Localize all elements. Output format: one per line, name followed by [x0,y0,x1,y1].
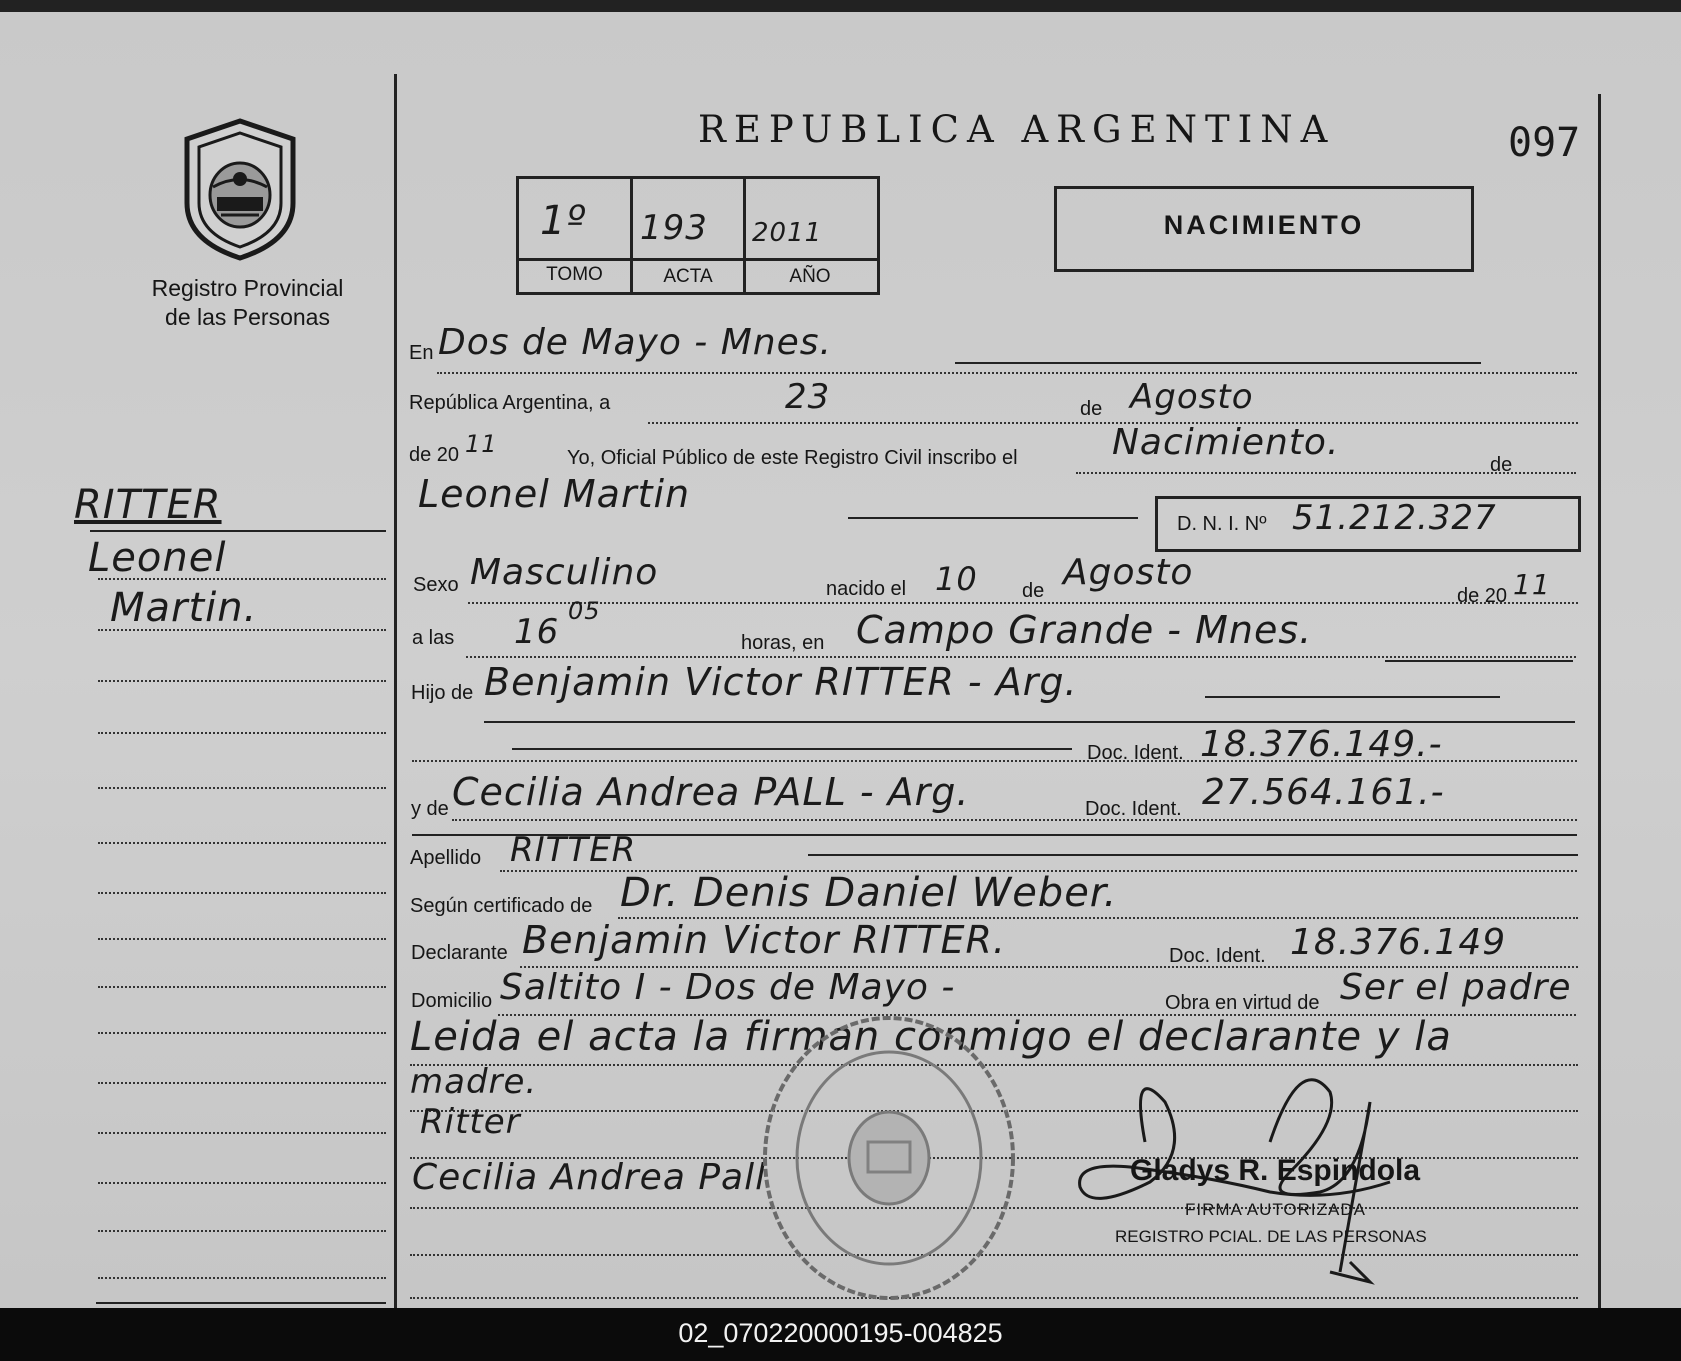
obra-value: Ser el padre [1340,967,1572,1008]
dni-label: D. N. I. Nº [1177,513,1267,535]
year-prefix-2: de 20 [1457,585,1508,607]
margin-dotted-line [98,938,386,940]
yo-text: Yo, Oficial Público de este Registro Civil inscribo el [567,447,1018,469]
sexo-value: Masculino [470,552,659,593]
doc-label-3: Doc. Ident. [1169,945,1266,967]
closing-line-2: madre. [410,1062,538,1102]
form-rule [848,517,1138,519]
form-dotted-line [466,656,1576,658]
tomo-label: TOMO [546,264,603,285]
provincial-seal-icon [175,117,305,262]
mother-value: Cecilia Andrea PALL - Arg. [452,770,970,814]
column-divider [394,74,397,1308]
official-title: FIRMA AUTORIZADA [1185,1200,1366,1219]
acta-label: ACTA [663,266,713,287]
father-doc: 18.376.149.- [1200,724,1443,765]
document-code: 02_070220000195-004825 [0,1308,1681,1361]
minute-value: 05 [568,597,601,625]
margin-rule [96,1302,386,1304]
mother-doc: 27.564.161.- [1202,772,1445,813]
closing-line-1: Leida el acta la firman conmigo el declarante y la [410,1014,1452,1060]
folio-number: 097 [1508,120,1581,166]
official-round-stamp-icon [758,1012,1020,1304]
page-border-right [1598,94,1601,1308]
declarante-doc: 18.376.149 [1290,922,1507,963]
form-rule [808,854,1578,856]
margin-dotted-line [98,732,386,734]
nacido-label: nacido el [826,578,907,600]
apellido-label: Apellido [410,847,482,869]
certificado-value: Dr. Denis Daniel Weber. [620,870,1118,916]
margin-dotted-line [98,842,386,844]
birth-year: 11 [1513,568,1551,601]
segun-label: Según certificado de [410,895,593,917]
form-dotted-line [1076,472,1576,474]
margin-dotted-line [98,892,386,894]
margin-given-name-1: Leonel [88,535,227,581]
obra-label: Obra en virtud de [1165,992,1320,1014]
alas-label: a las [412,627,455,649]
margin-dotted-line [98,1082,386,1084]
record-type: NACIMIENTO [1163,210,1365,240]
form-dotted-line [437,372,1577,374]
signature-declarante: Ritter [420,1102,521,1142]
de-label-2: de [1490,454,1513,476]
year-value: 11 [465,430,498,458]
registry-name-line2: de las Personas [165,304,330,330]
father-value: Benjamin Victor RITTER - Arg. [484,660,1078,704]
margin-dotted-line [98,1032,386,1034]
country-header: REPUBLICA ARGENTINA [698,108,1336,151]
child-name: Leonel Martin [418,472,691,516]
tomo-value: 1º [540,198,587,244]
de-label: de [1080,398,1103,420]
declarante-value: Benjamin Victor RITTER. [522,918,1006,962]
margin-rule [90,530,386,532]
declarante-label: Declarante [411,942,508,964]
signature-mother: Cecilia Andrea Pall [412,1157,767,1198]
acta-value: 193 [640,208,708,248]
margin-dotted-line [98,1230,386,1232]
birth-day: 10 [935,560,978,598]
margin-surname: RITTER [74,482,222,528]
domicilio-value: Saltito I - Dos de Mayo - [500,967,956,1008]
form-rule [955,362,1481,364]
margin-dotted-line [98,787,386,789]
form-rule [484,721,1575,723]
horas-label: horas, en [741,632,825,654]
anio-label: AÑO [789,266,831,287]
form-dotted-line [452,819,1577,821]
domicilio-label: Domicilio [411,990,493,1012]
yde-label: y de [411,798,449,820]
official-name: Gladys R. Espindola [1130,1154,1421,1187]
day-value: 23 [785,377,831,417]
form-rule [1205,696,1500,698]
en-value: Dos de Mayo - Mnes. [438,322,832,363]
de-label-3: de [1022,580,1045,602]
form-rule [512,748,1072,750]
republica-label: República Argentina, a [409,392,611,414]
sexo-label: Sexo [413,574,459,596]
birth-month: Agosto [1063,552,1194,593]
hour-value: 16 [514,612,560,652]
inscribo-value: Nacimiento. [1112,422,1340,463]
anio-value: 2011 [752,218,823,248]
margin-dotted-line [98,986,386,988]
margin-dotted-line [98,680,386,682]
birth-certificate-page [0,12,1681,1308]
place-value: Campo Grande - Mnes. [856,608,1313,652]
margin-given-name-2: Martin. [110,585,258,631]
en-label: En [409,342,434,364]
registry-name-line1: Registro Provincial [151,275,344,301]
margin-dotted-line [98,1132,386,1134]
form-dotted-line [468,602,1578,604]
form-rule [1385,660,1573,662]
apellido-value: RITTER [510,830,637,870]
month-value: Agosto [1130,377,1254,417]
record-box-rule [516,258,877,261]
dni-value: 51.212.327 [1292,498,1497,538]
margin-dotted-line [98,1277,386,1279]
official-office: REGISTRO PCIAL. DE LAS PERSONAS [1115,1227,1427,1246]
doc-label: Doc. Ident. [1087,742,1184,764]
hijo-label: Hijo de [411,682,474,704]
year-prefix: de 20 [409,444,460,466]
margin-dotted-line [98,1182,386,1184]
doc-label-2: Doc. Ident. [1085,798,1182,820]
